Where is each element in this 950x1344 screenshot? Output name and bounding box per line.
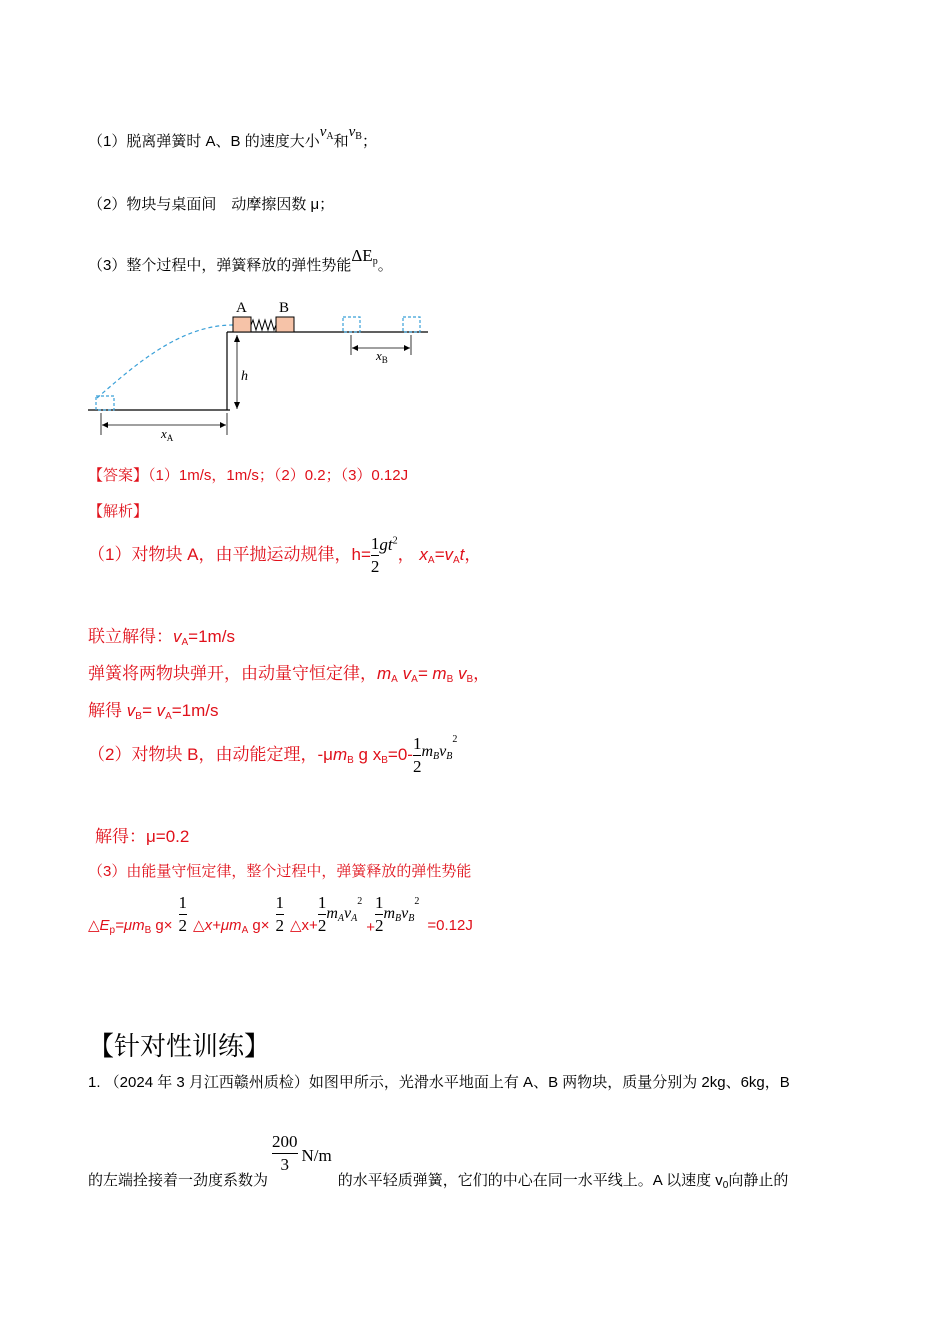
training-para-2: 的左端拴接着一劲度系数为 $\frac{200}{3}$ N/m的水平轻质弹簧，它们的中心在同一水平线上。A 以速度 $v_0$向静止的	[88, 1132, 789, 1192]
analysis-line-5: （2）对物块 B，由动能定理，$-\mu m_B$ g $x_B=0-$ $\frac{1}{2}$ $m_Bv_B^2$	[88, 733, 458, 776]
answer-line	[88, 464, 408, 485]
label-h: h	[241, 369, 248, 384]
analysis-line-4: 解得 $v_B= v_A=1m/s$	[88, 701, 219, 722]
trajectory-curve	[97, 325, 233, 398]
training-para-1: 1. （2024 年 3 月江西赣州质检）如图甲所示，光滑水平地面上有 A、B 两物块，质量分别为 2kg、6kg，B	[88, 1074, 790, 1091]
question-2: （2）物块与桌面间 动摩擦因数 μ；	[88, 196, 335, 213]
fraction-half: $\frac{1}{2}$	[370, 534, 380, 576]
b-end-box	[403, 317, 420, 332]
question-3: （3）整个过程中，弹簧释放的弹性势能$\Delta E_p$。	[88, 246, 393, 274]
b-start-box	[343, 317, 360, 332]
analysis-tag: 【解析】	[88, 503, 149, 520]
block-b	[276, 317, 294, 332]
delta-ep-symbol: $\Delta E_p$	[351, 246, 378, 267]
spring	[251, 320, 276, 330]
analysis-line-8: $\triangle E_p=\mu m_B$ g× $\frac{1}{2}$ $\triangle x+\mu m_A$ g× $\frac{1}{2}$ △x+ $\frac{1}{2}$ $m_Av_A^2+$ $\frac{1}{2}$ $m_Bv_B^2=0.12J$	[88, 893, 473, 937]
landing-box-a	[96, 396, 114, 410]
block-a	[233, 317, 251, 332]
question-1-text: （1）脱离弹簧时 A、B 的速度大小	[88, 133, 320, 150]
analysis-line-7: （3）由能量守恒定律，整个过程中，弹簧释放的弹性势能	[88, 863, 472, 880]
answer-tag: 【答案】	[88, 467, 149, 484]
label-a: A	[236, 300, 247, 316]
label-b: B	[279, 300, 290, 316]
physics-figure	[85, 295, 435, 450]
label-xa: $x_A$	[161, 426, 174, 443]
analysis-line-2: 联立解得：$v_A=1m/s$	[88, 627, 235, 648]
vb-symbol: $v_B$	[348, 124, 362, 142]
answer-text: （1）1m/s，1m/s；（2）0.2；（3）0.12J	[148, 467, 409, 484]
label-xb: $x_B$	[376, 348, 388, 365]
training-heading: 【针对性训练】	[88, 1032, 271, 1062]
question-1: （1）脱离弹簧时 A、B 的速度大小$v_A$和$v_B$；	[88, 124, 377, 150]
analysis-line-3: 弹簧将两物块弹开，由动量守恒定律，$m_A$ $v_A= m_B$ $v_B$，	[88, 664, 491, 685]
analysis-line-6: 解得：μ=0.2	[95, 827, 190, 846]
va-symbol: $v_A$	[319, 124, 334, 142]
analysis-line-1: （1）对物块 A，由平抛运动规律，h= $\frac{1}{2}$ $gt^2$， $x_A=v_At$，	[88, 534, 482, 576]
